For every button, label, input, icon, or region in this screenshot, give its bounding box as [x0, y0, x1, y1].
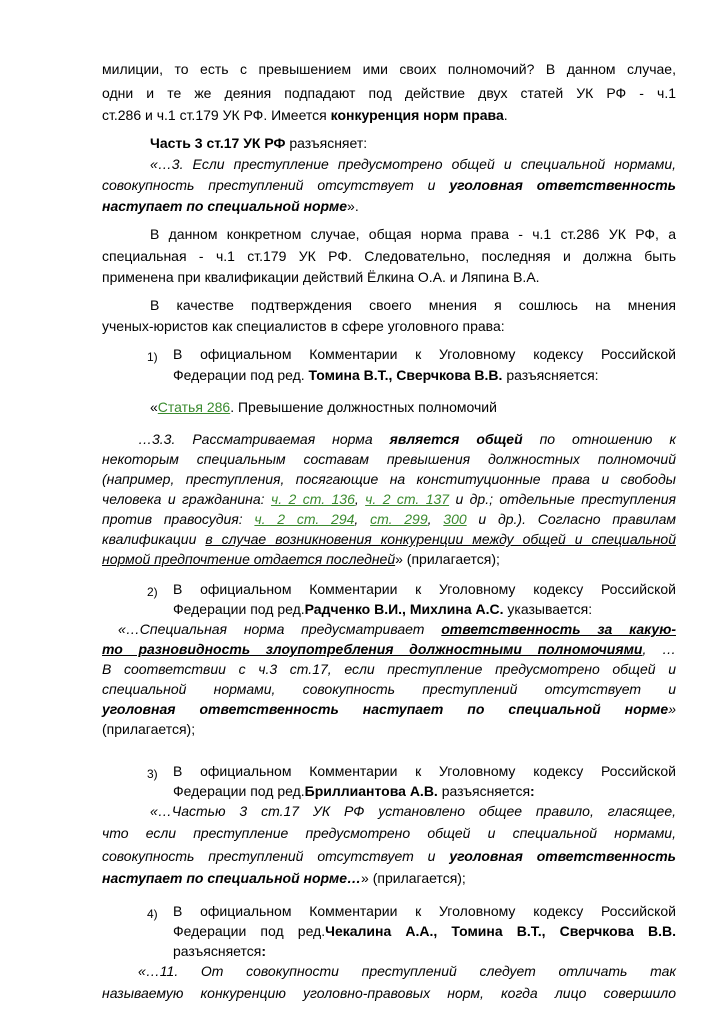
paragraph-line — [102, 107, 676, 123]
text: « — [150, 399, 158, 415]
article-link[interactable]: ч. 2 ст. 137 — [365, 491, 450, 507]
paragraph-line — [102, 269, 676, 285]
text: В официальном Комментарии к Уголовному кодексу Российской — [173, 763, 676, 779]
paragraph-line — [150, 226, 676, 242]
text: , … — [642, 641, 677, 657]
quote-line — [102, 451, 676, 467]
quote-line — [150, 156, 676, 172]
text: разъясняется — [437, 783, 531, 799]
text: и др.). Согласно правилам — [466, 511, 676, 527]
bold-term: уголовная ответственность наступает по специальной норме — [102, 701, 669, 717]
text: разъясняет: — [285, 135, 368, 151]
underlined-phrase: в случае возникновения конкуренции между общей и специальной — [205, 531, 676, 547]
quote-line — [102, 681, 676, 697]
article-link[interactable]: ч. 2 ст. 136 — [270, 491, 355, 507]
article-link[interactable]: ст. 299 — [370, 511, 428, 527]
text: специальная - ч.1 ст.179 УК РФ. Следовательно, последняя и должна быть — [102, 248, 676, 264]
text: » — [668, 701, 676, 717]
text: 2) — [147, 585, 158, 599]
list-number — [147, 766, 167, 782]
text: , — [354, 511, 371, 527]
quote-line — [118, 621, 676, 637]
text: В официальном Комментарии к Уголовному кодексу Российской — [173, 903, 676, 919]
paragraph-line — [102, 318, 676, 334]
quote-line — [102, 551, 676, 567]
text: Федерации под ред. — [173, 923, 326, 939]
text: В официальном Комментарии к Уголовному кодексу Российской — [173, 581, 676, 597]
list-item-line — [173, 601, 676, 617]
quote-line — [102, 531, 676, 547]
text: » (прилагается); — [361, 870, 466, 886]
text: против правосудия: — [102, 511, 255, 527]
quote-line — [102, 177, 676, 193]
list-number — [147, 349, 167, 365]
text: 1) — [147, 350, 158, 364]
text: Федерации под ред. — [173, 601, 305, 617]
text: «…11. От совокупности преступлений следует отличать так — [138, 963, 676, 979]
quote-line — [138, 431, 676, 447]
list-item-line — [173, 346, 676, 362]
list-number — [147, 584, 167, 600]
text: 3) — [147, 767, 158, 781]
paragraph-line — [102, 721, 676, 737]
text: человека и гражданина: — [102, 491, 271, 507]
list-item-line — [173, 923, 676, 939]
text: В официальном Комментарии к Уголовному кодексу Российской — [173, 346, 676, 362]
quote-line — [102, 511, 676, 527]
quote-line — [102, 198, 676, 214]
text: совокупность преступлений отсутствует и — [102, 848, 450, 864]
paragraph-line — [102, 85, 676, 101]
text: 4) — [147, 907, 158, 921]
text: : — [261, 943, 266, 959]
text: совокупность преступлений отсутствует и — [102, 177, 450, 193]
text: «…3. Если преступление предусмотрено общей и специальной нормами, — [150, 156, 676, 172]
text: называемую конкуренцию уголовно-правовых норм, когда лицо совершило — [102, 985, 676, 1001]
text: некоторым специальным составам превышения должностных полномочий — [102, 451, 676, 467]
paragraph-line — [150, 135, 676, 151]
text: : — [530, 783, 535, 799]
text: , — [427, 511, 444, 527]
text: одни и те же деяния подпадают под действие двух статей УК РФ - ч.1 — [102, 85, 676, 101]
paragraph-line — [150, 297, 676, 313]
text: ст.286 и ч.1 ст.179 УК РФ. Имеется — [102, 107, 331, 123]
bold-term: является общей — [389, 431, 523, 447]
bold-term: Бриллиантова А.В. — [304, 783, 438, 799]
paragraph-line — [102, 248, 676, 264]
text: по отношению к — [522, 431, 676, 447]
bold-term: наступает по специальной норме — [102, 198, 348, 214]
bold-term: Томина В.Т., Сверчкова В.В. — [308, 367, 503, 383]
text: Федерации под ред. — [173, 367, 309, 383]
article-heading — [150, 399, 676, 415]
bold-term: Чекалина А.А., Томина В.Т., Сверчкова В.В. — [325, 923, 676, 939]
bold-term: Радченко В.И., Михлина А.С. — [304, 601, 504, 617]
article-link[interactable]: Статья 286 — [157, 399, 231, 415]
text: «…Специальная норма предусматривает — [118, 621, 442, 637]
text: разъясняется — [173, 943, 262, 959]
list-item-line — [173, 943, 676, 959]
text: ученых-юристов как специалистов в сфере уголовного права: — [102, 318, 505, 334]
text: …3.3. Рассматриваемая норма — [138, 431, 390, 447]
text: В соответствии с ч.3 ст.17, если преступление предусмотрено общей и — [102, 661, 676, 677]
text: В данном конкретном случае, общая норма права - ч.1 ст.286 УК РФ, а — [150, 226, 676, 242]
bold-term: Часть 3 ст.17 УК РФ — [150, 135, 286, 151]
bold-term: то разновидность злоупотребления должностными полномочиями — [102, 641, 643, 657]
bold-term: ответственность за какую- — [441, 621, 676, 637]
quote-line — [102, 701, 676, 717]
quote-line — [102, 870, 676, 886]
quote-line — [102, 661, 676, 677]
text: применена при квалификации действий Ёлкина О.А. и Ляпина В.А. — [102, 269, 540, 285]
text: (прилагается); — [102, 721, 196, 737]
text: специальной нормами, совокупность преступлений отсутствует и — [102, 681, 676, 697]
text: , — [354, 491, 366, 507]
list-item-line — [173, 763, 676, 779]
paragraph-line — [102, 61, 676, 77]
list-item-line — [173, 903, 676, 919]
text: и др.; отдельные преступления — [449, 491, 677, 507]
underlined-phrase: нормой предпочтение отдается последней — [102, 551, 396, 567]
text: В качестве подтверждения своего мнения я сошлюсь на мнения — [150, 297, 676, 313]
text: ». — [347, 198, 359, 214]
bold-term: конкуренция норм права — [330, 107, 504, 123]
article-link[interactable]: 300 — [443, 511, 467, 527]
text: . Превышение должностных полномочий — [230, 399, 497, 415]
bold-term: наступает по специальной норме… — [102, 870, 362, 886]
quote-line — [102, 491, 676, 507]
text: разъясняется: — [502, 367, 599, 383]
list-item-line — [173, 783, 676, 799]
list-item-line — [173, 367, 676, 383]
text: «…Частью 3 ст.17 УК РФ установлено общее правило, гласящее, — [150, 803, 676, 819]
text: что если преступление предусмотрено общей и специальной нормами, — [102, 825, 676, 841]
article-link[interactable]: ч. 2 ст. 294 — [254, 511, 355, 527]
text: Федерации под ред. — [173, 783, 305, 799]
text: милиции, то есть с превышением ими своих полномочий? В данном случае, — [102, 61, 676, 77]
bold-term: уголовная ответственность — [449, 848, 676, 864]
quote-line — [102, 848, 676, 864]
text: . — [503, 107, 508, 123]
quote-line — [138, 963, 676, 979]
text: » (прилагается); — [395, 551, 500, 567]
quote-line — [150, 803, 676, 819]
bold-term: уголовная ответственность — [449, 177, 676, 193]
quote-line — [102, 641, 676, 657]
quote-line — [102, 825, 676, 841]
text: (например, преступления, посягающие на конституционные права и свободы — [102, 471, 676, 487]
text: квалификации — [102, 531, 206, 547]
list-item-line — [173, 581, 676, 597]
quote-line — [102, 471, 676, 487]
list-number — [147, 906, 167, 922]
quote-line — [102, 985, 676, 1001]
text: указывается: — [503, 601, 593, 617]
